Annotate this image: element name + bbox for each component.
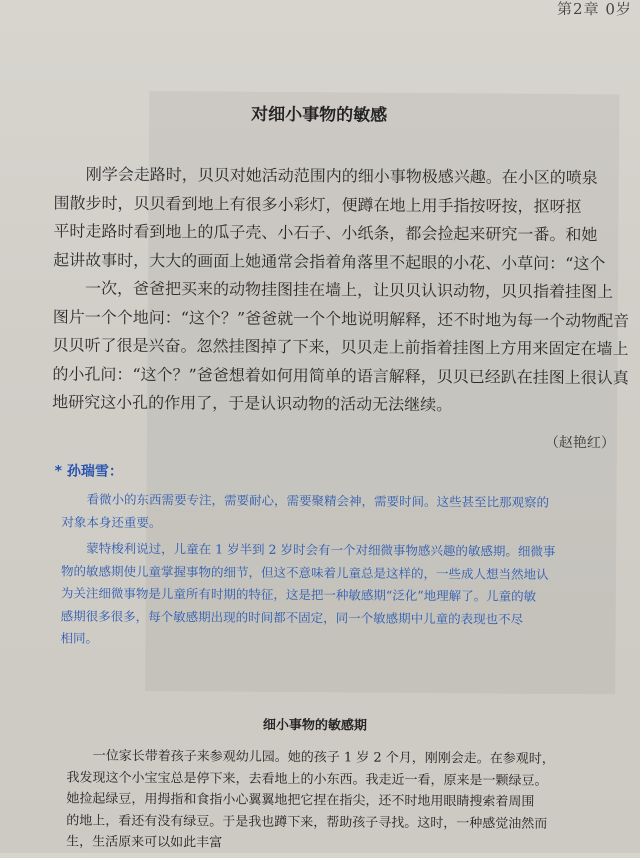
section-line: 一位家长带着孩子来参观幼儿园。她的孩子 1 岁 2 个月，刚刚会走。在参观时，	[66, 748, 555, 767]
commentary-paragraph	[61, 488, 640, 537]
commentary-line: 物的敏感期使儿童掌握事物的细节，但这不意味着儿童总是这样的，一些成人想当然地认	[60, 562, 549, 582]
commentary-block	[60, 488, 640, 658]
section-line: 生，生活原来可以如此丰富	[66, 834, 223, 851]
body-line: 贝贝听了很是兴奋。忽然挂图掉了下来，贝贝走上前指着挂图上方用来固定在墙上	[52, 335, 629, 359]
section-line: 她捡起绿豆，用拇指和食指小心翼翼地把它捏在指尖，还不时地用眼睛搜索着周围	[66, 791, 535, 810]
body-line: 一次，爸爸把买来的动物挂图挂在墙上，让贝贝认识动物，贝贝指着挂图上	[52, 278, 614, 302]
author-signature: （赵艳红）	[544, 434, 615, 452]
article-body	[52, 160, 640, 421]
section-body	[66, 745, 640, 857]
commentary-paragraph	[60, 537, 640, 654]
body-line: 起讲故事时，大大的画面上她通常会指着角落里不起眼的小花、小草问：“这个	[53, 249, 606, 273]
section-line: 的地上，看还有没有绿豆。于是我也蹲下来，帮助孩子寻找。这时，一种感觉油然而	[66, 812, 548, 832]
commentary-line: 对象本身还重要。	[61, 513, 162, 530]
commentary-line: 为关注细微事物是儿童所有时期的特征，这是把一种敏感期“泛化”地理解了。儿童的敏	[60, 585, 537, 604]
body-line: 刚学会走路时，贝贝对她活动范围内的细小事物极感兴趣。在小区的喷泉	[53, 164, 598, 188]
body-line: 图片一个个地问：“这个？”爸爸就一个个地说明解释，还不时地为每一个动物配音	[52, 306, 630, 330]
body-line: 的小孔问：“这个？”爸爸想着如何用简单的语言解释，贝贝已经趴在挂图上很认真	[52, 363, 629, 387]
article-title: 对细小事物的敏感	[251, 104, 388, 126]
section-line: 我发现这个小宝宝总是停下来，去看地上的小东西。我走近一看，原来是一颗绿豆。	[66, 769, 548, 789]
body-line: 平时走路时看到地上的瓜子壳、小石子、小纸条，都会捡起来研究一番。和她	[53, 221, 598, 245]
body-line: 围散步时，贝贝看到地上有很多小彩灯，便蹲在地上用手指按呀按，抠呀抠	[53, 192, 582, 216]
commentary-line: 相同。	[60, 630, 99, 646]
commentary-line: 蒙特梭利说过，儿童在 1 岁半到 2 岁时会有一个对细微事物感兴趣的敏感期。细微事	[61, 540, 556, 559]
section-title: 细小事物的敏感期	[262, 717, 367, 734]
running-header: 第2章 0岁	[557, 0, 633, 19]
commentary-line: 感期很多很多，每个敏感期出现的时间都不固定，同一个敏感期中儿童的表现也不尽	[60, 607, 524, 627]
body-line: 地研究这小孔的作用了，于是认识动物的活动无法继续。	[52, 392, 453, 415]
commenter-name: * 孙瑞雪：	[54, 463, 123, 480]
commentary-line: 看微小的东西需要专注，需要耐心，需要聚精会神，需要时间。这些甚至比那观察的	[61, 491, 550, 510]
